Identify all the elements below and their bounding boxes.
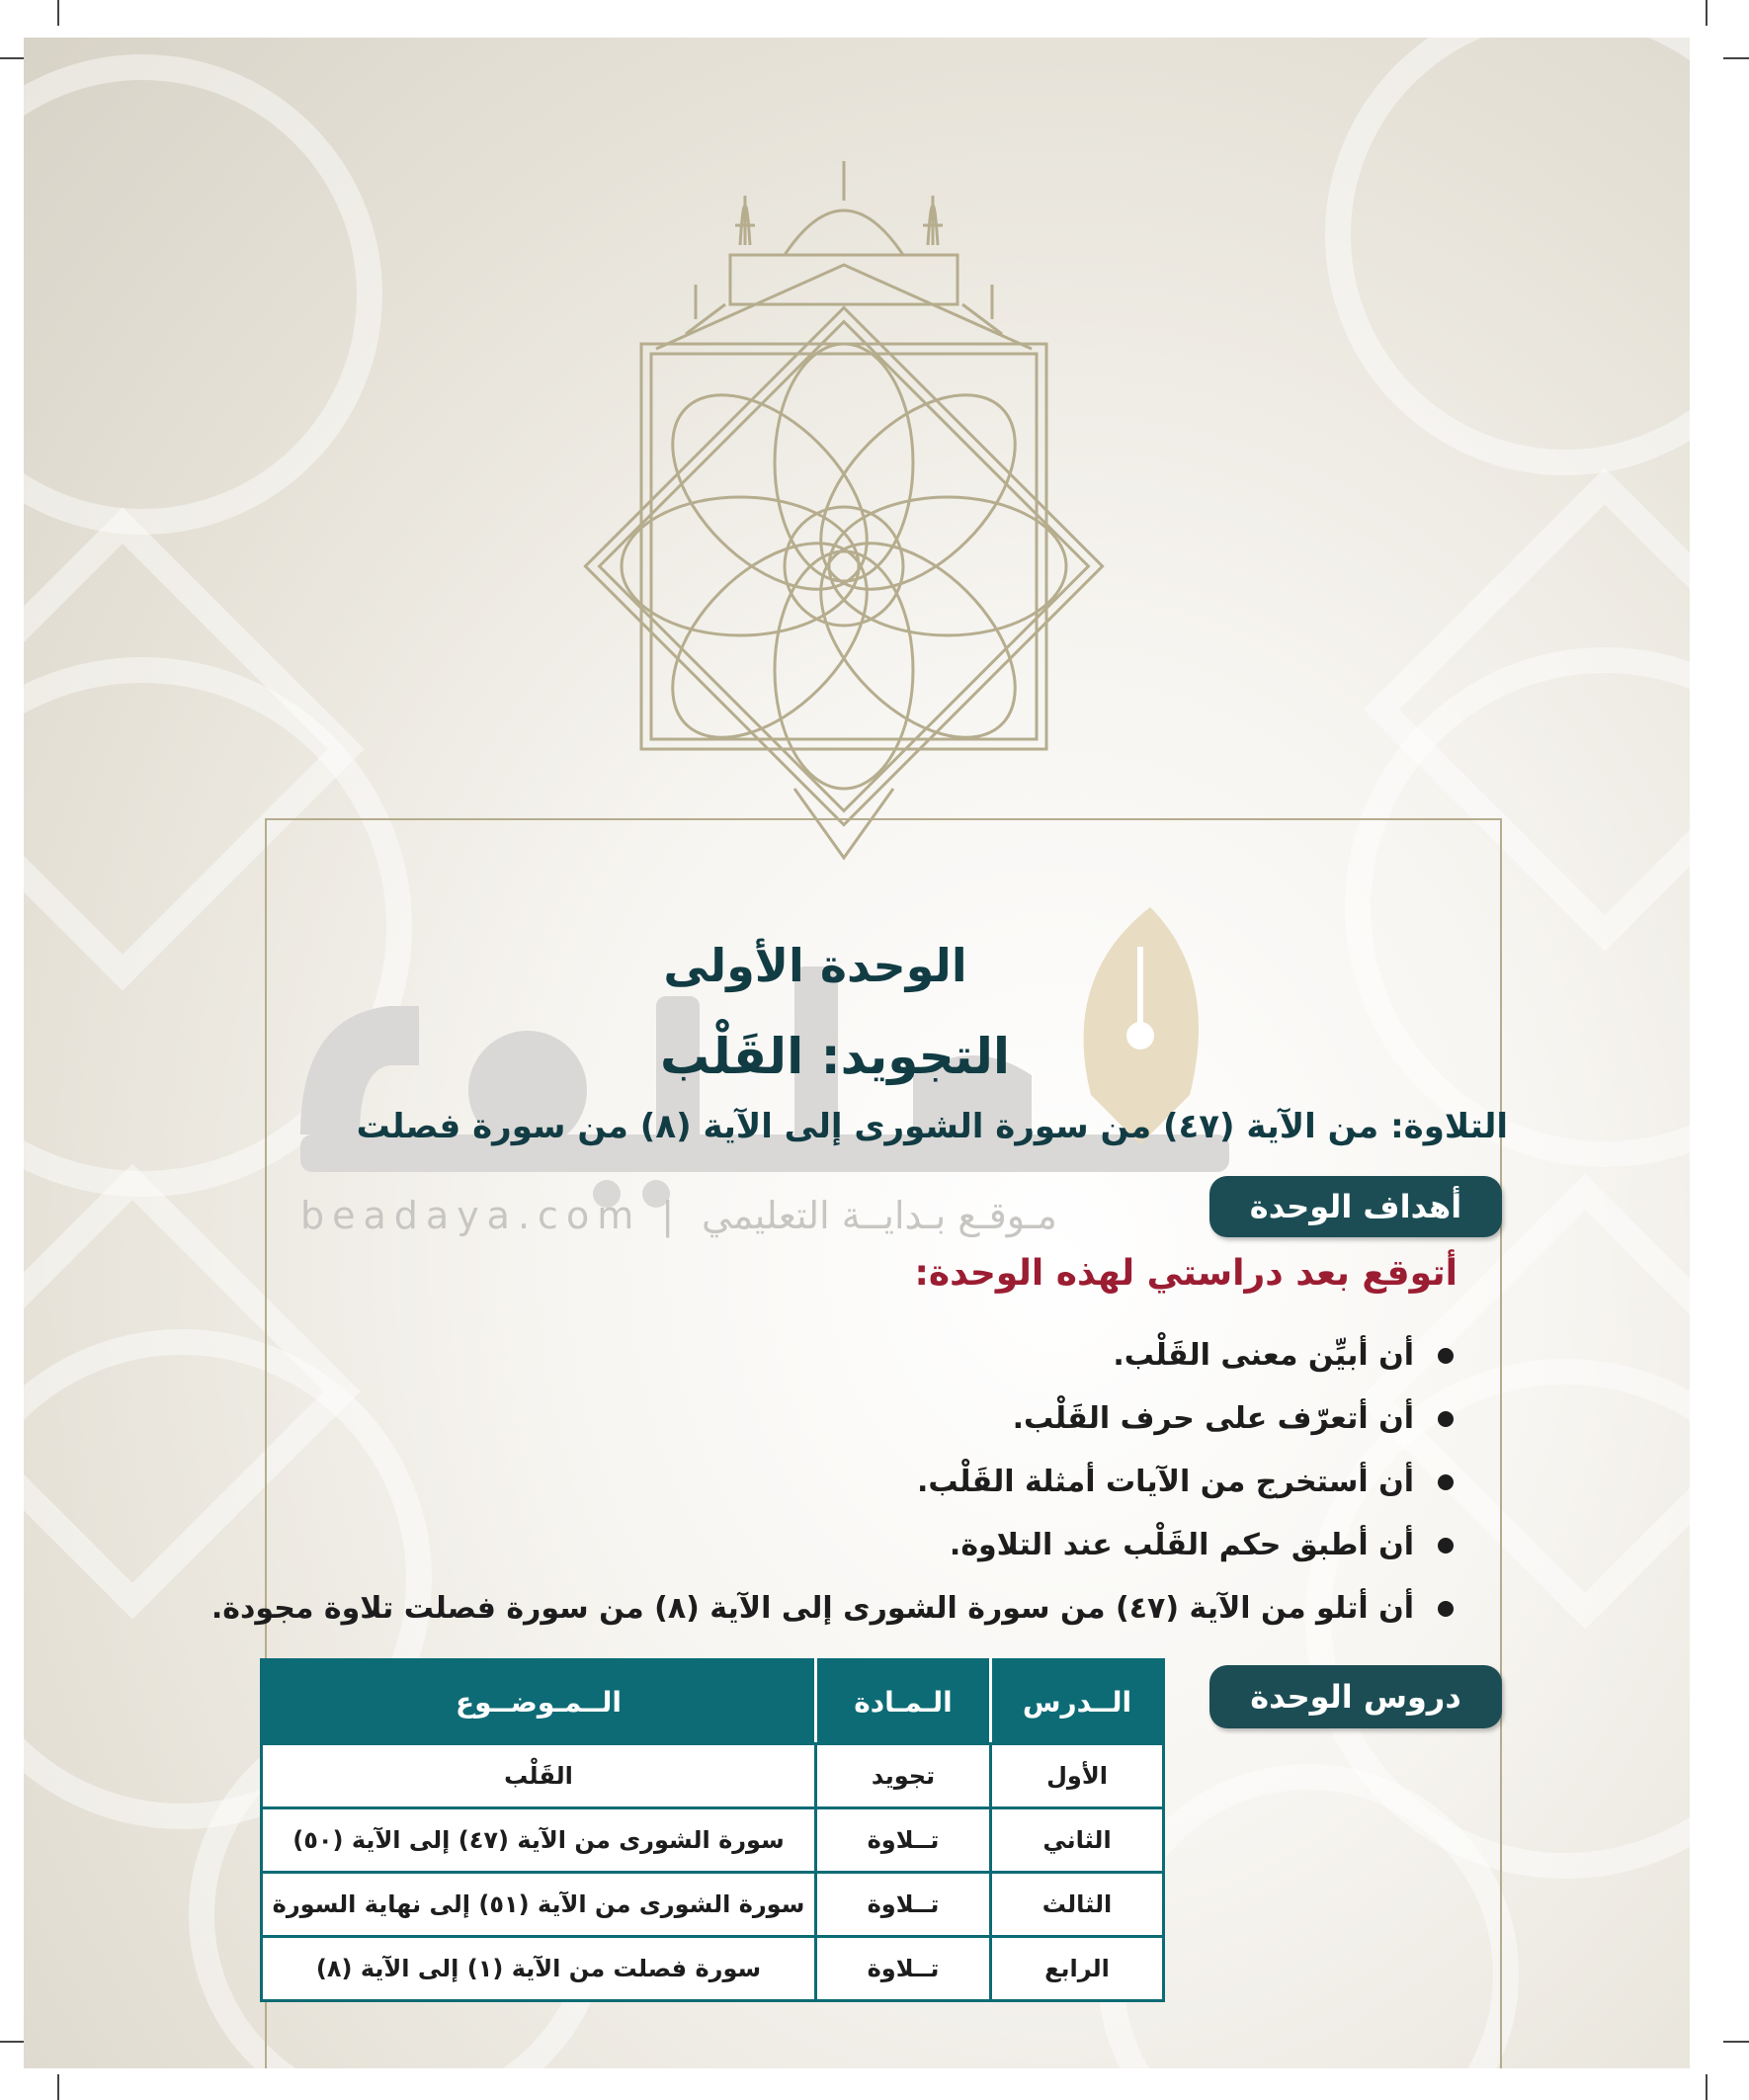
goal-text: أن أستخرج من الآيات أمثلة القَلْب. [917,1465,1414,1499]
goal-item [211,1577,1458,1640]
crop-mark [57,0,59,26]
goals-list [211,1324,1458,1640]
goals-intro: أتوقع بعد دراستي لهذه الوحدة: [914,1253,1458,1294]
crop-mark [0,2041,26,2043]
unit-title: الوحدة الأولى [663,939,967,992]
lesson-cell: الثاني [991,1808,1164,1873]
table-row [262,1937,1164,2001]
subject-cell: تــلاوة [816,1808,991,1873]
subject-cell: تــلاوة [816,1873,991,1937]
bullet-icon [1438,1538,1454,1554]
goal-item [211,1387,1458,1451]
goal-text: أن أطبق حكم القَلْب عند التلاوة. [949,1528,1414,1562]
goal-text: أن أتلو من الآية (٤٧) من سورة الشورى إلى الآية (٨) من سورة فصلت تلاوة مجودة. [210,1591,1414,1626]
bullet-icon [1438,1411,1454,1427]
topic-cell: سورة فصلت من الآية (١) إلى الآية (٨) [262,1937,816,2001]
goal-item [211,1514,1458,1577]
header-subject: الـمـادة [816,1660,991,1744]
lesson-cell: الأول [991,1744,1164,1808]
watermark-site-line [300,1186,1150,1245]
subject-cell: تــلاوة [816,1937,991,2001]
header-lesson: الــدرس [991,1660,1164,1744]
goal-item [211,1451,1458,1514]
watermark-site: beadaya.com [300,1194,642,1237]
crop-mark [57,2074,59,2100]
table-row [262,1808,1164,1873]
recitation-scope: التلاوة: من الآية (٤٧) من سورة الشورى إلى الآية (٨) من سورة فصلت [356,1107,1508,1146]
lessons-section-label: دروس الوحدة [1209,1665,1502,1728]
bullet-icon [1438,1348,1454,1364]
lessons-table [260,1658,1165,2002]
crop-mark [1723,57,1749,59]
table-header-row [262,1660,1164,1744]
bullet-icon [1438,1474,1454,1490]
watermark-tagline: مـوقـع بـدايــة التعليمي [702,1194,1057,1237]
subject-cell: تجويد [816,1744,991,1808]
mosque-star-ornament [538,107,1150,887]
crop-mark [1706,2074,1707,2100]
goal-text: أن أتعرّف على حرف القَلْب. [1012,1401,1414,1436]
table-row [262,1744,1164,1808]
topic-cell: سورة الشورى من الآية (٤٧) إلى الآية (٥٠) [262,1808,816,1873]
watermark-separator: | [661,1194,683,1237]
crop-mark [1706,0,1707,26]
table-row [262,1873,1164,1937]
topic-cell: القَلْب [262,1744,816,1808]
goals-section-label: أهداف الوحدة [1209,1176,1502,1237]
lesson-cell: الرابع [991,1937,1164,2001]
goal-item [211,1324,1458,1387]
crop-mark [0,57,26,59]
bullet-icon [1438,1601,1454,1617]
lesson-cell: الثالث [991,1873,1164,1937]
header-topic: الــمـوضــوع [262,1660,816,1744]
crop-mark [1723,2041,1749,2043]
unit-subtitle: التجويد: القَلْب [659,1028,1010,1085]
goal-text: أن أبيِّن معنى القَلْب. [1113,1338,1414,1373]
topic-cell: سورة الشورى من الآية (٥١) إلى نهاية السورة [262,1873,816,1937]
